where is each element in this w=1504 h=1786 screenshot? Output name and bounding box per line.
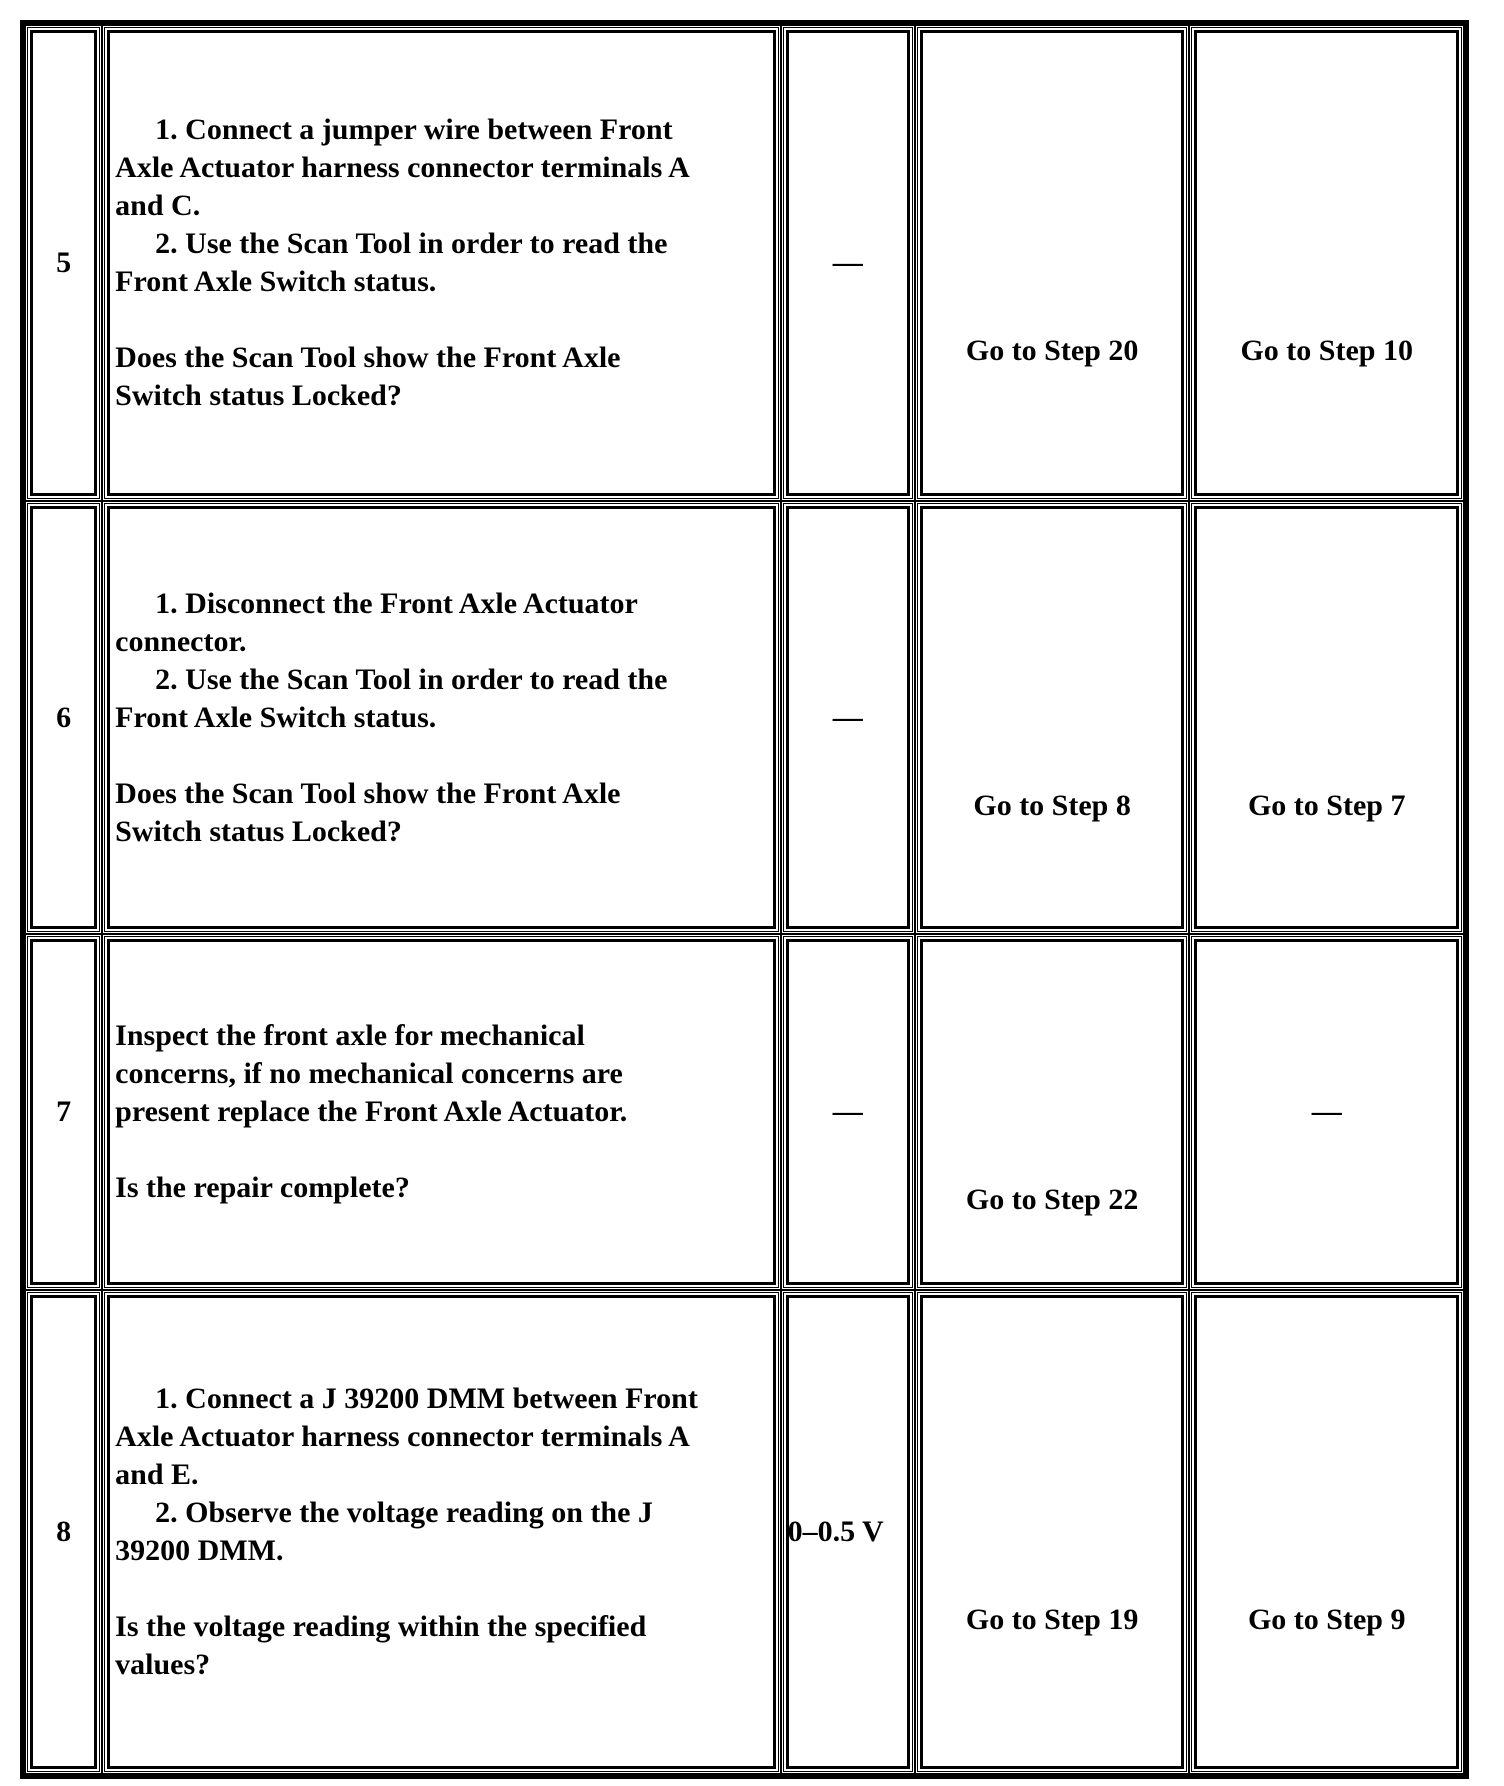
value-cell — [781, 934, 915, 1290]
action-line: and C. — [115, 189, 201, 222]
question-line: Switch status Locked? — [115, 379, 402, 412]
action-line: 39200 DMM. — [115, 1534, 284, 1567]
action-cell — [102, 934, 780, 1290]
action-line: 2. Use the Scan Tool in order to read the — [155, 662, 668, 696]
action-line: and E. — [115, 1458, 199, 1491]
no-cell — [1189, 25, 1464, 501]
yes-link[interactable]: Go to Step 19 — [965, 1603, 1139, 1636]
action-line: 1. Connect a jumper wire between Front — [155, 113, 673, 146]
no-link[interactable]: Go to Step 9 — [1247, 1603, 1406, 1636]
value-text: — — [832, 246, 863, 279]
question-line: Is the voltage reading within the specified — [115, 1610, 647, 1643]
action-line: present replace the Front Axle Actuator. — [115, 1095, 628, 1128]
table-row — [25, 1290, 1464, 1774]
action-line: 2. Use the Scan Tool in order to read the — [155, 227, 668, 260]
action-line: Front Axle Switch status. — [115, 265, 437, 298]
yes-cell — [915, 25, 1190, 501]
table-row — [25, 934, 1464, 1290]
value-cell — [781, 1290, 915, 1774]
action-line: 1. Disconnect the Front Axle Actuator — [155, 586, 638, 620]
action-line: 1. Connect a J 39200 DMM between Front — [155, 1382, 698, 1415]
value-text: — — [832, 1095, 863, 1128]
action-line: connector. — [115, 624, 247, 658]
no-cell — [1189, 501, 1464, 934]
question-line: Does the Scan Tool show the Front Axle — [115, 341, 621, 374]
yes-link[interactable]: Go to Step 20 — [965, 334, 1139, 367]
action-cell — [102, 501, 780, 934]
value-text: 0–0.5 V — [787, 1515, 884, 1548]
step-number-cell — [25, 25, 102, 501]
action-line: Axle Actuator harness connector terminals A — [115, 1420, 690, 1453]
diagnostic-table — [20, 20, 1469, 1779]
step-number: 8 — [56, 1515, 72, 1548]
action-line: Inspect the front axle for mechanical — [115, 1019, 585, 1052]
value-cell — [781, 25, 915, 501]
action-cell — [102, 1290, 780, 1774]
table-row — [25, 501, 1464, 934]
step-number-cell — [25, 1290, 102, 1774]
no-link[interactable]: Go to Step 7 — [1247, 788, 1406, 822]
no-link[interactable]: Go to Step 10 — [1240, 334, 1413, 367]
step-number-cell — [25, 501, 102, 934]
question-line: Is the repair complete? — [115, 1171, 410, 1204]
no-text: — — [1311, 1095, 1342, 1128]
table-row — [25, 25, 1464, 501]
step-number-cell — [25, 934, 102, 1290]
step-number: 6 — [56, 700, 72, 734]
yes-cell — [915, 501, 1190, 934]
no-cell — [1189, 1290, 1464, 1774]
question-line: Switch status Locked? — [115, 814, 402, 848]
yes-cell — [915, 934, 1190, 1290]
question-line: values? — [115, 1648, 211, 1681]
no-cell — [1189, 934, 1464, 1290]
action-cell — [102, 25, 780, 501]
yes-link[interactable]: Go to Step 8 — [973, 788, 1131, 822]
action-line: concerns, if no mechanical concerns are — [115, 1057, 623, 1090]
value-text: — — [832, 700, 863, 734]
yes-cell — [915, 1290, 1190, 1774]
step-number: 5 — [56, 246, 72, 279]
question-line: Does the Scan Tool show the Front Axle — [115, 776, 621, 810]
action-line: 2. Observe the voltage reading on the J — [155, 1496, 653, 1529]
yes-link[interactable]: Go to Step 22 — [965, 1183, 1139, 1216]
action-line: Axle Actuator harness connector terminals A — [115, 151, 690, 184]
action-line: Front Axle Switch status. — [115, 700, 437, 734]
value-cell — [781, 501, 915, 934]
step-number: 7 — [56, 1095, 72, 1128]
